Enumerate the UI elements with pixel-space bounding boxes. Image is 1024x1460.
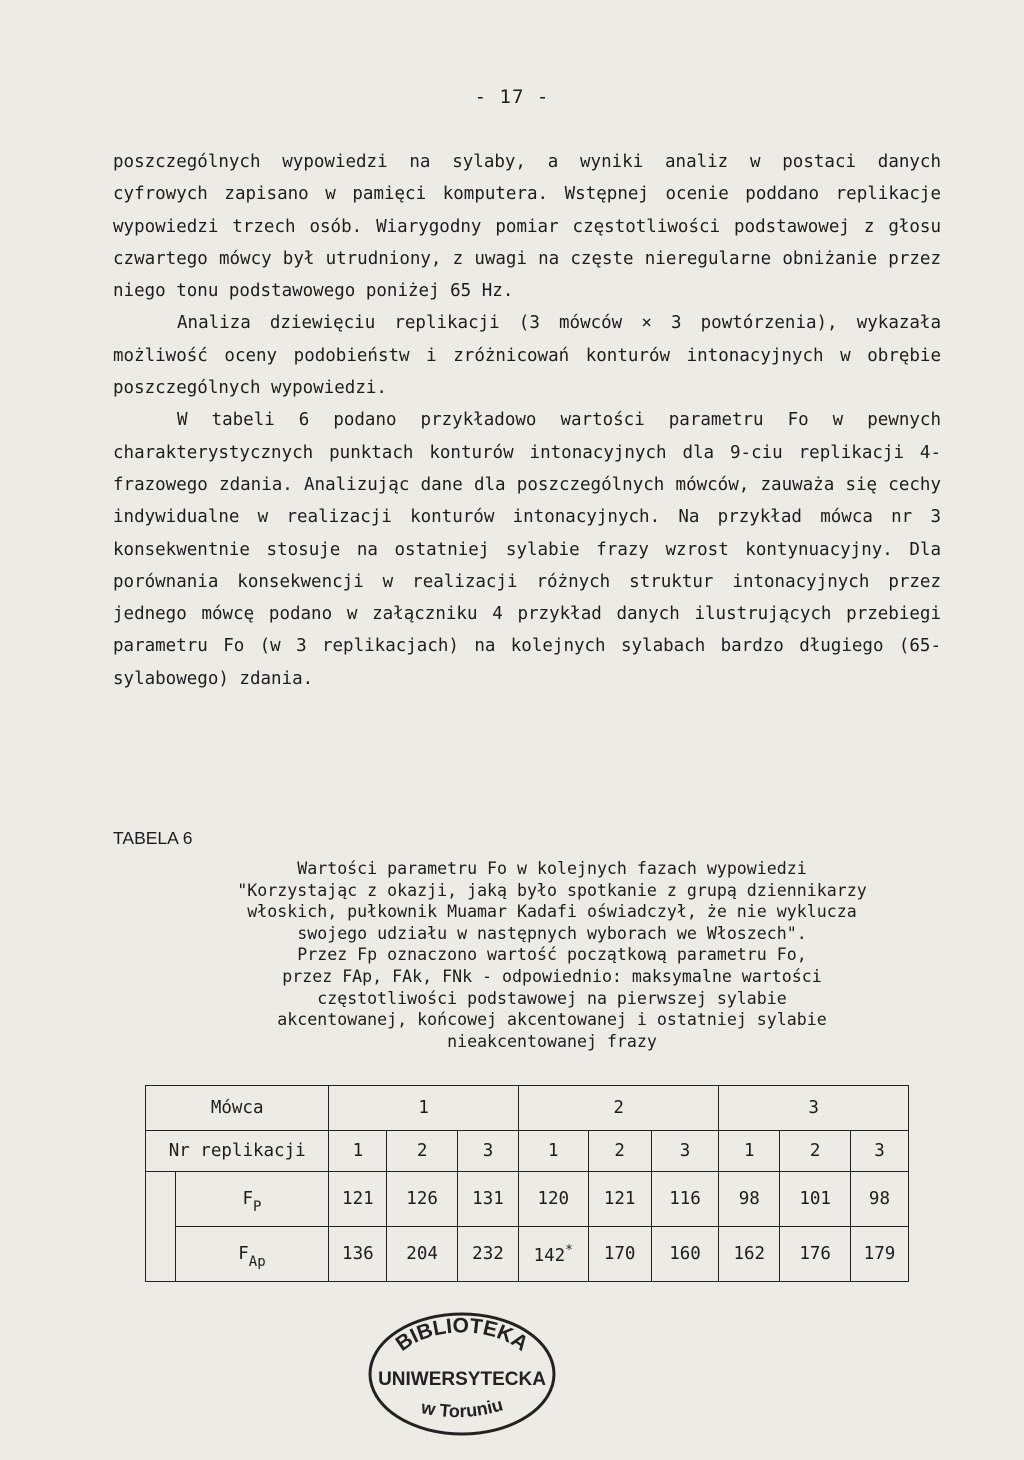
row-label bbox=[175, 1227, 329, 1282]
label-subscript: P bbox=[252, 1199, 262, 1215]
table-cell: 160 bbox=[651, 1227, 718, 1282]
asterisk-mark: * bbox=[565, 1242, 573, 1258]
replication-number: 3 bbox=[651, 1131, 718, 1172]
speaker-number: 3 bbox=[719, 1086, 909, 1131]
fo-values-table bbox=[145, 1085, 909, 1282]
stamp-line-3: w Toruniu bbox=[419, 1394, 506, 1422]
body-text bbox=[113, 146, 941, 695]
caption-line: "Korzystając z okazji, jaką było spotkanie z grupą dziennikarzy bbox=[237, 880, 867, 900]
replication-number: 2 bbox=[387, 1131, 458, 1172]
replication-number: 1 bbox=[519, 1131, 589, 1172]
caption-line: swojego udziału w następnych wyborach we Włoszech". bbox=[297, 923, 807, 943]
replication-number: 3 bbox=[850, 1131, 908, 1172]
table-cell: 162 bbox=[719, 1227, 780, 1282]
table-cell: 176 bbox=[780, 1227, 851, 1282]
speaker-number: 1 bbox=[329, 1086, 519, 1131]
caption-line: Przez Fp oznaczono wartość początkową parametru Fo, bbox=[297, 945, 807, 965]
paragraph: W tabeli 6 podano przykładowo wartości parametru Fo w pewnych charakterystycznych punktach konturów intonacyjnych dla 9-ciu replikacji 4-frazowego zdania. Analizując dane dla poszczególnych mówców, zauważa się cechy indywidualne w realizacji konturów intonacyjnych. Na przykład mówca nr 3 konsekwentnie stosuje na ostatniej sylabie frazy wzrost kontynuacyjny. Dla porównania konsekwencji w realizacji różnych struktur intonacyjnych przez jednego mówcę podano w załączniku 4 przykład danych ilustrujących przebiegi parametru Fo (w 3 replikacjach) na kolejnych sylabach bardzo długiego (65-sylabowego) zdania. bbox=[113, 410, 941, 689]
caption-line: przez FAp, FAk, FNk - odpowiednio: maksymalne wartości bbox=[282, 966, 822, 986]
caption-line: Wartości parametru Fo w kolejnych fazach wypowiedzi bbox=[297, 859, 807, 878]
replication-number: 1 bbox=[719, 1131, 780, 1172]
blank-cell bbox=[146, 1172, 176, 1282]
table-cell: 131 bbox=[457, 1172, 518, 1227]
table-cell: 101 bbox=[780, 1172, 851, 1227]
label-subscript: Ap bbox=[248, 1254, 266, 1270]
replication-header: Nr replikacji bbox=[146, 1131, 329, 1172]
paragraph: Analiza dziewięciu replikacji (3 mówców × 3 powtórzenia), wykazała możliwość oceny podobieństw i zróżnicowań konturów intonacyjnych w obrębie poszczególnych wypowiedzi. bbox=[113, 313, 941, 399]
row-label bbox=[175, 1172, 329, 1227]
caption-line: akcentowanej, końcowej akcentowanej i ostatniej sylabie bbox=[277, 1010, 827, 1030]
table-cell: 98 bbox=[719, 1172, 780, 1227]
table-label: TABELA 6 bbox=[113, 828, 193, 848]
caption-line: włoskich, pułkownik Muamar Kadafi oświadczył, że nie wyklucza bbox=[247, 902, 857, 922]
caption-line: nieakcentowanej frazy bbox=[447, 1031, 657, 1051]
table-cell: 170 bbox=[588, 1227, 651, 1282]
table-row bbox=[146, 1172, 909, 1227]
replication-number: 2 bbox=[780, 1131, 851, 1172]
paragraph: poszczególnych wypowiedzi na sylaby, a wyniki analiz w postaci danych cyfrowych zapisano w pamięci komputera. Wstępnej ocenie poddano replikacje wypowiedzi trzech osób. Wiarygodny pomiar częstotliwości podstawowej z głosu czwartego mówcy był utrudniony, z uwagi na częste nieregularne obniżanie przez niego tonu podstawowego poniżej 65 Hz. bbox=[113, 152, 941, 302]
table-cell: 121 bbox=[588, 1172, 651, 1227]
table-cell: 204 bbox=[387, 1227, 458, 1282]
table-cell: 232 bbox=[457, 1227, 518, 1282]
label-main: F bbox=[238, 1244, 249, 1264]
table-cell: 120 bbox=[519, 1172, 589, 1227]
library-stamp bbox=[362, 1300, 562, 1440]
table-cell: 98 bbox=[850, 1172, 908, 1227]
table-cell bbox=[519, 1227, 589, 1282]
table-cell: 179 bbox=[850, 1227, 908, 1282]
cell-value: 142 bbox=[533, 1245, 566, 1266]
label-main: F bbox=[242, 1189, 253, 1209]
stamp-line-1: BIBLIOTEKA bbox=[391, 1314, 533, 1356]
table-cell: 126 bbox=[387, 1172, 458, 1227]
table-cell: 136 bbox=[329, 1227, 387, 1282]
table-caption bbox=[113, 858, 991, 1052]
speaker-number: 2 bbox=[519, 1086, 719, 1131]
replication-header-row bbox=[146, 1131, 909, 1172]
replication-number: 3 bbox=[457, 1131, 518, 1172]
table-cell: 116 bbox=[651, 1172, 718, 1227]
stamp-line-2: UNIWERSYTECKA bbox=[378, 1369, 546, 1390]
page-number: - 17 - bbox=[474, 86, 550, 108]
table-cell: 121 bbox=[329, 1172, 387, 1227]
replication-number: 2 bbox=[588, 1131, 651, 1172]
caption-line: częstotliwości podstawowej na pierwszej sylabie bbox=[317, 988, 787, 1008]
replication-number: 1 bbox=[329, 1131, 387, 1172]
speaker-header-row bbox=[146, 1086, 909, 1131]
speaker-header: Mówca bbox=[146, 1086, 329, 1131]
table-row bbox=[146, 1227, 909, 1282]
